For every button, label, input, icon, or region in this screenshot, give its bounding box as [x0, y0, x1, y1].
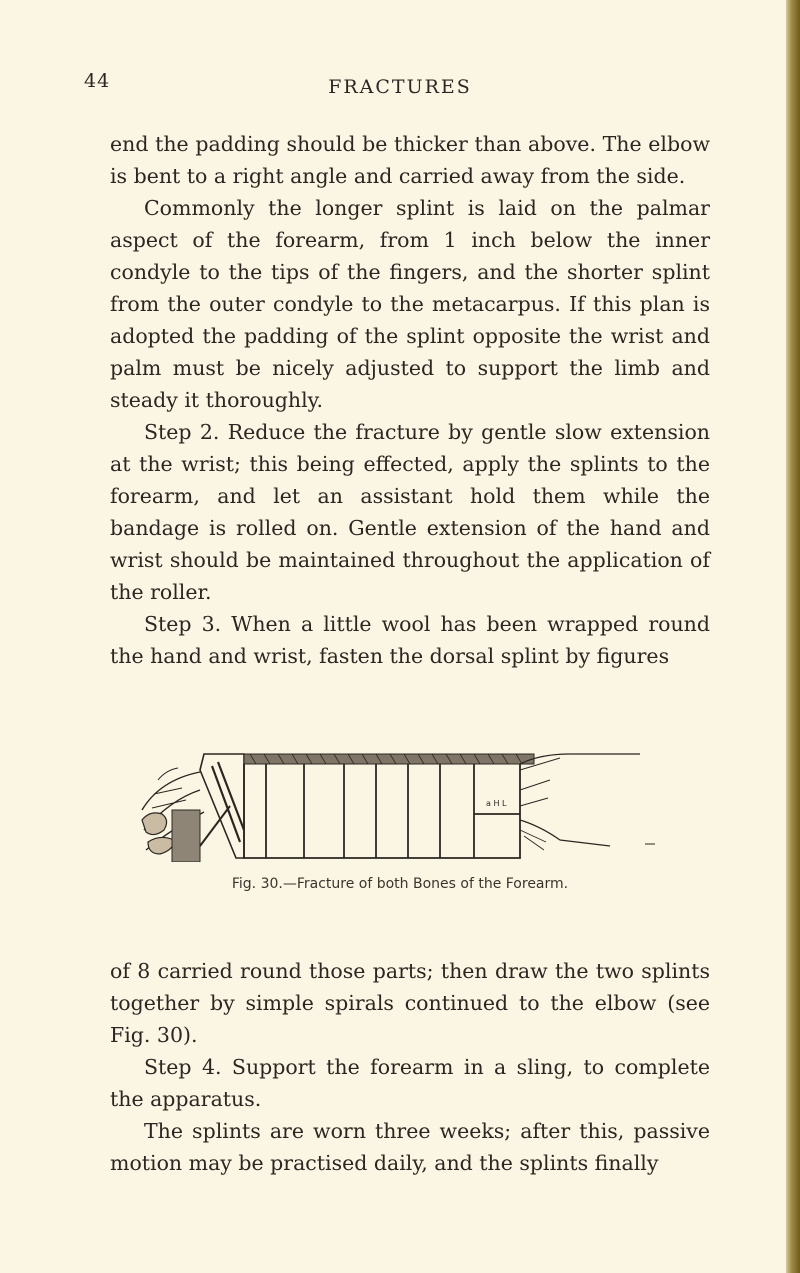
text-block-upper [110, 128, 710, 672]
page-number: 44 [84, 70, 111, 92]
text-block-lower [110, 955, 710, 1179]
paragraph: The splints are worn three weeks; after this, passive motion may be practised daily, and the splints finally [110, 1119, 710, 1175]
paragraph: Commonly the longer splint is laid on the palmar aspect of the forearm, from 1 inch below the inner condyle to the tips of the fingers, and the shorter splint from the outer condyle to the metacarpus. If this plan is adopted the padding of the splint opposite the wrist and palm must be nicely adjusted to support the limb and steady it thoroughly. [110, 196, 710, 412]
paragraph: Step 3. When a little wool has been wrapped round the hand and wrist, fasten the dorsal splint by figures [110, 612, 710, 668]
running-title: FRACTURES [328, 76, 472, 98]
figure-label: a H L [486, 799, 507, 808]
paragraph: end the padding should be thicker than above. The elbow is bent to a right angle and carried away from the side. [110, 132, 710, 188]
paragraph: of 8 carried round those parts; then draw the two splints together by simple spirals continued to the elbow (see Fig. 30). [110, 959, 710, 1047]
page-edge [786, 0, 800, 1273]
forearm-splint-illustration [140, 750, 660, 862]
paragraph: Step 2. Reduce the fracture by gentle slow extension at the wrist; this being effected, apply the splints to the forearm, and let an assistant hold them while the bandage is rolled on. Gentle extension of the hand and wrist should be maintained throughout the application of the roller. [110, 420, 710, 604]
figure-caption: Fig. 30.—Fracture of both Bones of the Forearm. [231, 876, 569, 892]
paragraph: Step 4. Support the forearm in a sling, to complete the apparatus. [110, 1055, 710, 1111]
